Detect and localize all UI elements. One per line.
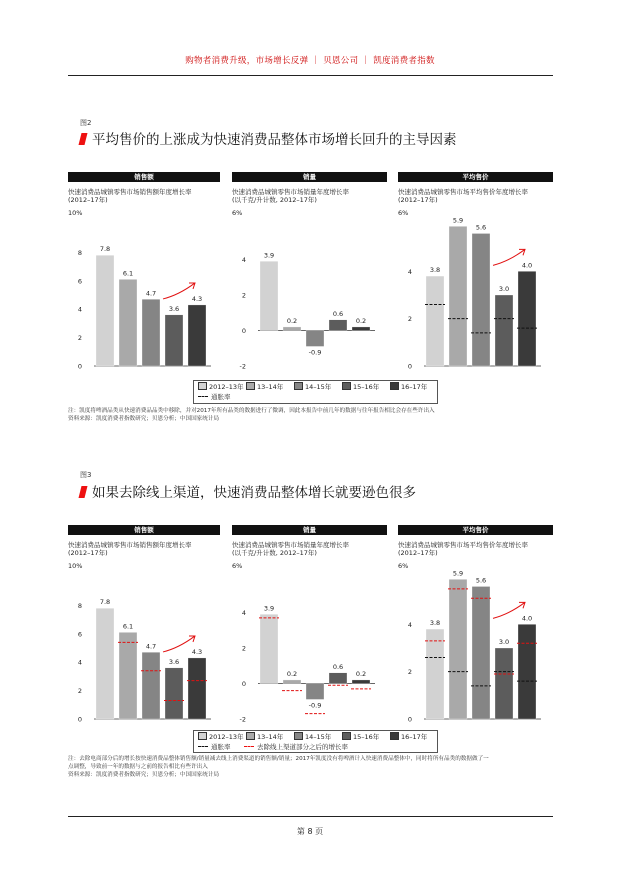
red-dash-line-icon: [244, 746, 254, 747]
volume-growth-chart: [232, 569, 387, 729]
bar-value-label: 0.2: [286, 669, 298, 678]
bar-value-label: 6.1: [122, 269, 134, 278]
y-axis-unit: 10%: [68, 209, 83, 217]
panel-subtitle: 快速消费品城镇零售市场销量年度增长率: [232, 541, 349, 549]
bar-value-label: 3.0: [498, 638, 510, 646]
legend-swatch: [246, 382, 255, 390]
y-tick-label: 0: [241, 327, 246, 335]
bar: [260, 261, 278, 330]
bar: [283, 327, 301, 331]
figure-3-title-text: 如果去除线上渠道，快速消费品整体增长就要逊色很多: [92, 485, 416, 501]
panel-subtitle: 快速消费品城镇零售市场平均售价年度增长率: [398, 188, 528, 196]
fig2-legend: [193, 380, 438, 404]
bar-value-label: 3.0: [498, 285, 510, 293]
y-tick-label: -2: [239, 715, 246, 724]
y-tick-label: 8: [77, 601, 82, 610]
y-tick-label: 2: [241, 291, 246, 300]
bar: [329, 673, 347, 684]
footer-divider: [68, 816, 553, 817]
bar: [119, 632, 137, 719]
bar-value-label: 4.0: [521, 261, 533, 270]
y-axis-unit: 6%: [232, 562, 243, 570]
bar: [188, 305, 206, 366]
bar-value-label: 5.6: [475, 223, 487, 232]
bar-value-label: 6.1: [122, 622, 134, 631]
bar: [142, 299, 160, 366]
legend-item: 14–15年: [294, 732, 331, 741]
legend-item: 13–14年: [246, 732, 283, 741]
y-tick-label: 0: [77, 715, 82, 724]
bar-value-label: 4.3: [191, 294, 203, 303]
asp-growth-chart: [398, 216, 553, 376]
y-axis-unit: 6%: [232, 209, 243, 217]
bar: [495, 295, 513, 366]
fig2-volume-panel: [232, 172, 387, 377]
bar-value-label: 3.6: [168, 304, 180, 313]
sales-growth-chart: [68, 569, 220, 729]
bar-value-label: 0.2: [355, 669, 367, 678]
bar: [165, 668, 183, 719]
panel-subtitle: 快速消费品城镇零售市场销售额年度增长率: [68, 541, 192, 549]
legend-item-inflation: 通胀率: [198, 742, 231, 751]
legend-item: 13–14年: [246, 382, 283, 391]
bar: [142, 652, 160, 719]
y-tick-label: 4: [407, 267, 412, 276]
trend-arrow-icon: [493, 249, 525, 265]
bar-value-label: 3.9: [263, 604, 275, 613]
panel-header: 销售额: [68, 172, 220, 182]
y-tick-label: -2: [239, 362, 246, 371]
trend-arrow-icon: [493, 602, 525, 618]
bar: [96, 255, 114, 366]
y-tick-label: 0: [407, 715, 412, 724]
bar-value-label: 3.9: [263, 251, 275, 260]
figure-2-label: 图2: [80, 119, 92, 127]
legend-item: 15–16年: [342, 732, 379, 741]
bar: [472, 233, 490, 366]
y-tick-label: 4: [241, 256, 246, 264]
fig2-note: 注：凯度将啤酒品类从快速消费品品类中移除，并对2017年所有品类的数据进行了微调，因此本报告中前几年的数据与往年报告相比会存在些许出入: [68, 408, 435, 414]
panel-header: 销售额: [68, 525, 220, 535]
bar-value-label: 4.0: [521, 614, 533, 623]
bar-value-label: 3.8: [429, 266, 441, 275]
legend-item-inflation: 通胀率: [198, 392, 231, 401]
figure-2-title: [80, 128, 457, 148]
bar: [188, 658, 206, 719]
figure-3-label: 图3: [80, 471, 92, 479]
bar: [306, 684, 324, 700]
bar: [449, 226, 467, 366]
legend-item: 2012–13年: [198, 732, 244, 741]
y-tick-label: 0: [241, 680, 246, 688]
sales-growth-chart: [68, 216, 220, 376]
fig2-asp-panel: [398, 172, 553, 377]
y-tick-label: 2: [407, 315, 412, 324]
bar-value-label: 0.2: [355, 316, 367, 325]
title-marker-icon: [79, 133, 88, 145]
fig3-volume-panel: [232, 525, 387, 730]
bar: [260, 614, 278, 683]
bar-value-label: 4.7: [145, 289, 157, 298]
fig2-sales-panel: [68, 172, 220, 377]
y-tick-label: 2: [77, 687, 82, 696]
y-tick-label: 4: [77, 305, 82, 314]
y-tick-label: 0: [77, 362, 82, 371]
bar: [329, 320, 347, 331]
panel-header: 平均售价: [398, 525, 553, 535]
bar-value-label: 4.7: [145, 642, 157, 651]
bar: [426, 629, 444, 719]
panel-subtitle: 快速消费品城镇零售市场销售额年度增长率: [68, 188, 192, 196]
bar: [426, 276, 444, 366]
y-axis-unit: 10%: [68, 562, 83, 570]
legend-item: 14–15年: [294, 382, 331, 391]
y-tick-label: 2: [77, 334, 82, 343]
y-tick-label: 2: [407, 668, 412, 677]
panel-subtitle-period: (2012–17年): [398, 196, 438, 204]
panel-subtitle-period: (2012–17年): [398, 549, 438, 557]
bar-value-label: 7.8: [99, 245, 111, 254]
y-tick-label: 2: [241, 644, 246, 653]
page-header: 购物者消费升级，市场增长反弹 ｜ 贝恩公司 ｜ 凯度消费者指数: [185, 56, 435, 66]
dash-line-icon: [198, 746, 208, 747]
bar-value-label: 3.6: [168, 657, 180, 666]
figure-3-title: [80, 481, 416, 501]
bar-value-label: 0.6: [332, 309, 344, 318]
panel-subtitle-period: (2012–17年): [68, 196, 108, 204]
bar: [96, 608, 114, 719]
bar: [165, 315, 183, 366]
legend-swatch: [390, 732, 399, 740]
bar: [352, 327, 370, 331]
legend-swatch: [294, 732, 303, 740]
bar-value-label: 5.6: [475, 576, 487, 585]
panel-subtitle: 快速消费品城镇零售市场平均售价年度增长率: [398, 541, 528, 549]
legend-swatch: [294, 382, 303, 390]
panel-header: 销量: [232, 525, 387, 535]
bar: [119, 279, 137, 366]
trend-arrow-icon: [163, 636, 195, 652]
bar-value-label: 4.3: [191, 647, 203, 656]
y-axis-unit: 6%: [398, 562, 409, 570]
panel-header: 销量: [232, 172, 387, 182]
title-marker-icon: [79, 486, 88, 498]
y-tick-label: 4: [77, 658, 82, 667]
legend-item: 16–17年: [390, 382, 427, 391]
bar: [283, 680, 301, 684]
legend-item-ex-online: 去除线上渠道部分之后的增长率: [244, 742, 348, 751]
y-tick-label: 4: [241, 609, 246, 617]
bar: [472, 586, 490, 719]
y-tick-label: 6: [77, 277, 82, 286]
fig3-note: 注：去除电商部分后的增长按快速消费品整体销售额/销量减去线上消费渠道的销售额/销量；2017年凯度没有将啤酒计入快速消费品整体中，同时将所有品类的数据做了一: [68, 756, 489, 762]
bar: [518, 271, 536, 366]
trend-arrow-icon: [163, 283, 195, 299]
bar: [495, 648, 513, 719]
bar: [306, 331, 324, 347]
asp-growth-chart: [398, 569, 553, 729]
panel-subtitle-period: (以千克/升计数, 2012–17年): [232, 549, 317, 557]
legend-swatch: [342, 382, 351, 390]
fig2-source: 资料来源：凯度消费者指数研究；贝恩分析；中国国家统计局: [68, 416, 220, 422]
fig3-asp-panel: [398, 525, 553, 730]
legend-swatch: [246, 732, 255, 740]
y-tick-label: 6: [77, 630, 82, 639]
bar-value-label: -0.9: [308, 701, 322, 710]
legend-item: 16–17年: [390, 732, 427, 741]
y-axis-unit: 6%: [398, 209, 409, 217]
legend-swatch: [198, 382, 207, 390]
figure-2-title-text: 平均售价的上涨成为快速消费品整体市场增长回升的主导因素: [92, 132, 457, 148]
bar-value-label: 3.8: [429, 619, 441, 628]
fig3-sales-panel: [68, 525, 220, 730]
bar-value-label: 0.6: [332, 662, 344, 671]
panel-subtitle: 快速消费品城镇零售市场销量年度增长率: [232, 188, 349, 196]
panel-subtitle-period: (2012–17年): [68, 549, 108, 557]
fig3-note-cont: 点调整，导致前一年的数据与之前的报告相比有些许出入: [68, 764, 208, 770]
legend-swatch: [390, 382, 399, 390]
bar-value-label: 5.9: [452, 216, 464, 225]
bar-value-label: 0.2: [286, 316, 298, 325]
y-tick-label: 4: [407, 620, 412, 629]
bar-value-label: 7.8: [99, 598, 111, 607]
bar-value-label: 5.9: [452, 569, 464, 578]
bar: [352, 680, 370, 684]
dash-line-icon: [198, 396, 208, 397]
header-divider: [68, 75, 553, 76]
fig3-legend: [193, 730, 438, 753]
bar: [449, 579, 467, 719]
legend-item: 15–16年: [342, 382, 379, 391]
legend-item: 2012–13年: [198, 382, 244, 391]
fig3-source: 资料来源：凯度消费者指数研究；贝恩分析；中国国家统计局: [68, 772, 220, 778]
legend-swatch: [198, 732, 207, 740]
page-number: 第 8 页: [296, 827, 324, 836]
y-tick-label: 8: [77, 248, 82, 257]
panel-header: 平均售价: [398, 172, 553, 182]
legend-swatch: [342, 732, 351, 740]
y-tick-label: 0: [407, 362, 412, 371]
panel-subtitle-period: (以千克/升计数, 2012–17年): [232, 196, 317, 204]
bar-value-label: -0.9: [308, 348, 322, 357]
bar: [518, 624, 536, 719]
volume-growth-chart: [232, 216, 387, 376]
